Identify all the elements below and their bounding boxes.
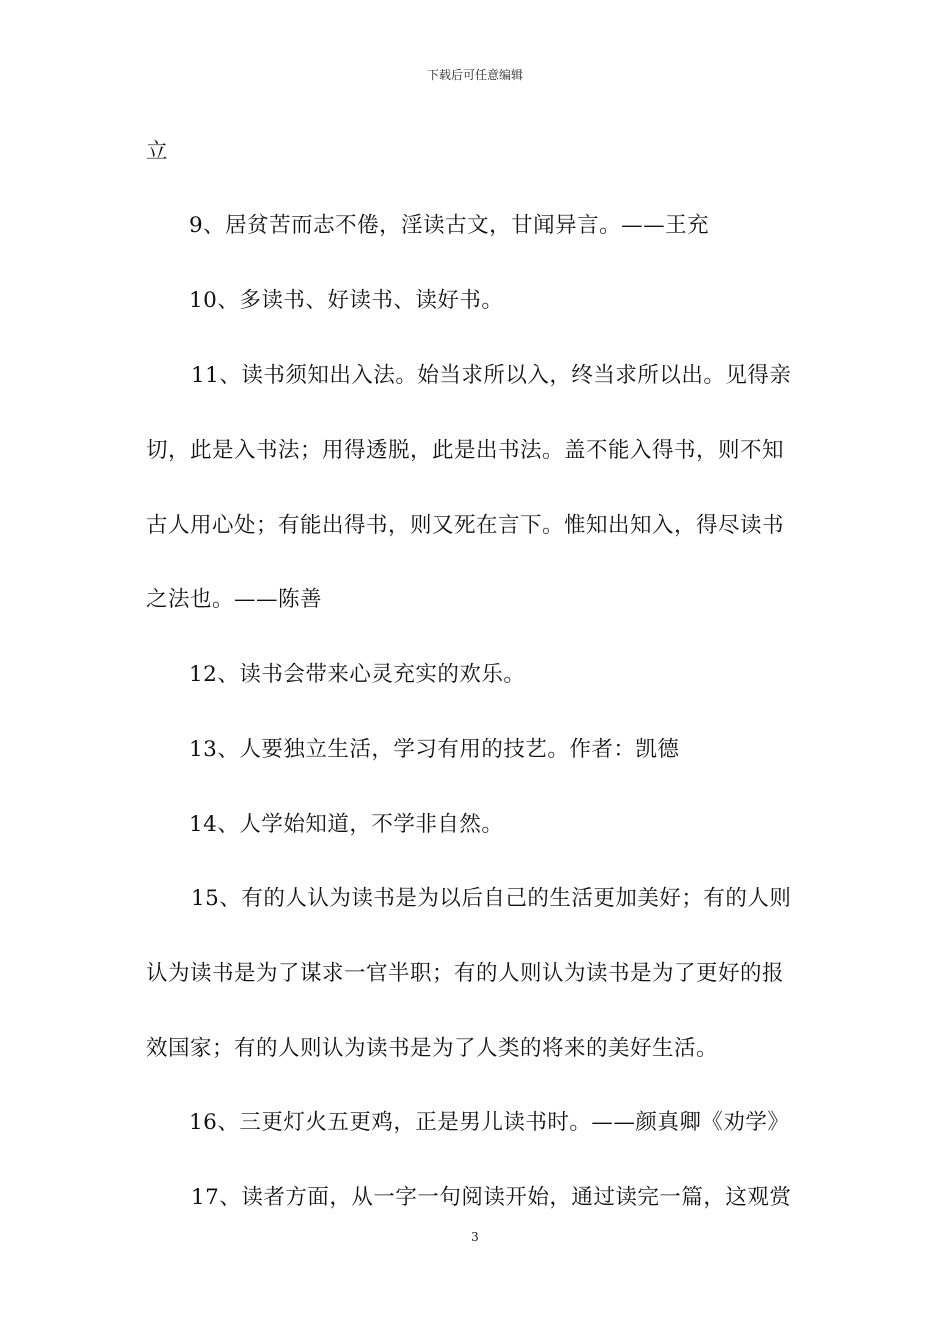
text-line: 11、读书须知出入法。始当求所以入，终当求所以出。见得亲 [191,363,792,388]
text-line: 16、三更灯火五更鸡，正是男儿读书时。——颜真卿《劝学》 [189,1110,790,1135]
text-line: 认为读书是为了谋求一官半职；有的人则认为读书是为了更好的报 [146,961,785,986]
text-line: 切，此是入书法；用得透脱，此是出书法。盖不能入得书，则不知 [146,438,785,463]
text-line: 15、有的人认为读书是为以后自己的生活更加美好；有的人则 [191,886,792,911]
text-line: 13、人要独立生活，学习有用的技艺。作者：凯德 [189,737,680,762]
text-line: 10、多读书、好读书、读好书。 [189,288,504,313]
page-number: 3 [471,1230,479,1244]
text-line: 之法也。——陈善 [146,587,323,612]
text-line: 17、读者方面，从一字一句阅读开始，通过读完一篇，这观赏 [191,1185,792,1210]
page-header: 下载后可任意编辑 [426,68,523,82]
text-line: 古人用心处；有能出得书，则又死在言下。惟知出知入，得尽读书 [146,513,785,538]
text-line: 立 [146,139,169,164]
text-line: 效国家；有的人则认为读书是为了人类的将来的美好生活。 [146,1036,719,1061]
text-line: 12、读书会带来心灵充实的欢乐。 [189,662,526,687]
text-line: 9、居贫苦而志不倦，淫读古文，甘闻异言。——王充 [189,213,710,238]
text-line: 14、人学始知道，不学非自然。 [189,812,504,837]
